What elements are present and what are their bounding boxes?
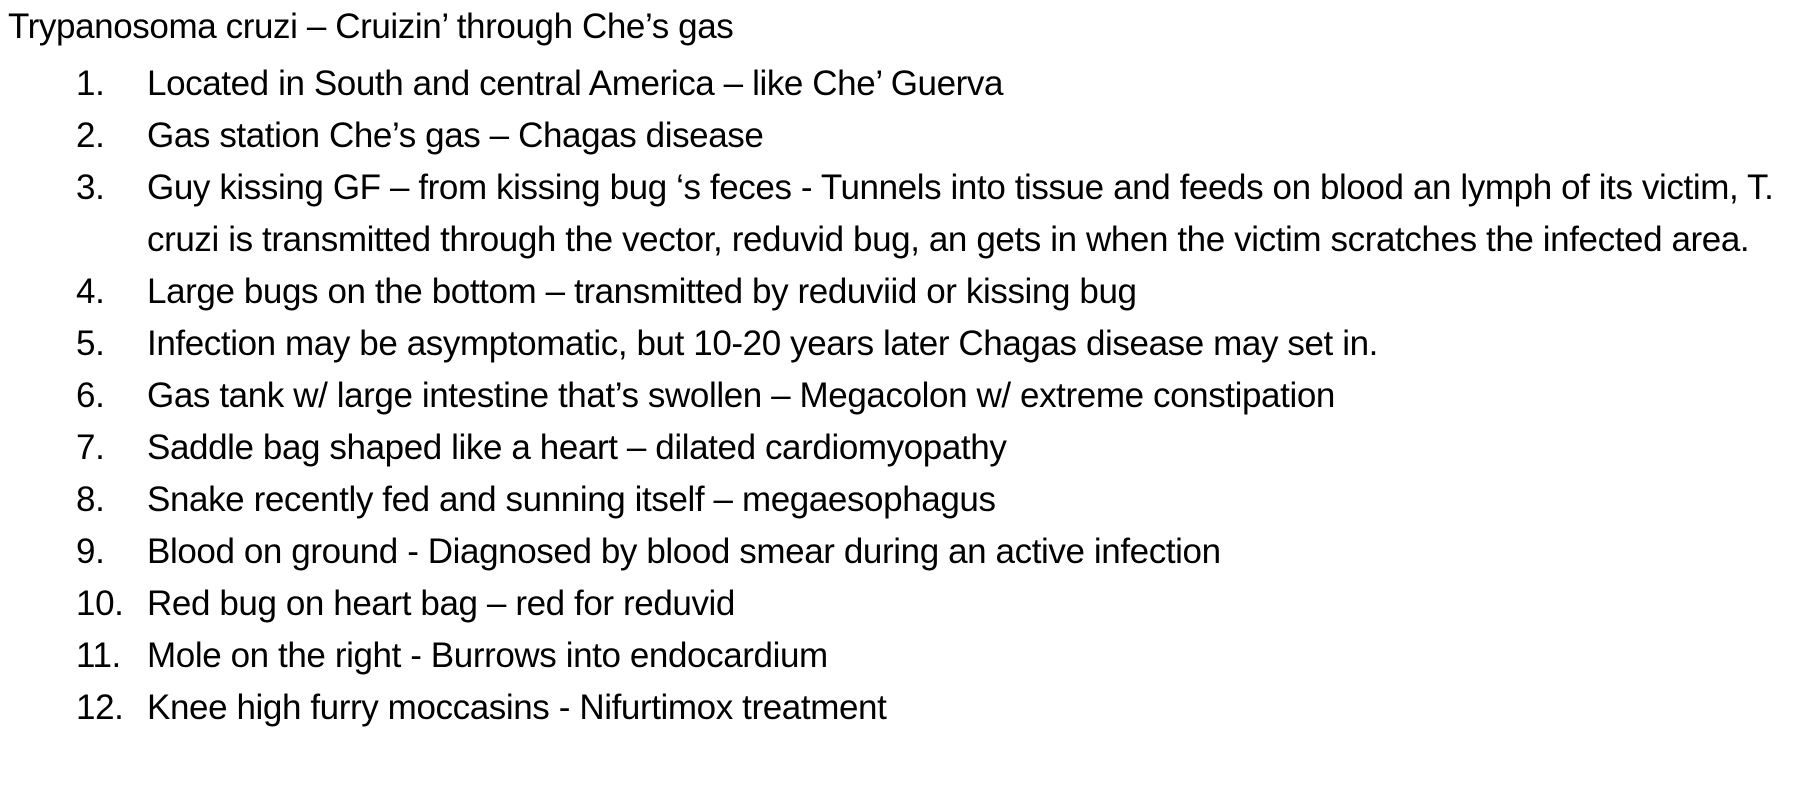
list-item-number: 4. [76, 272, 105, 311]
list-item-text: Red bug on heart bag – red for reduvid [147, 584, 735, 623]
list-item-text: Located in South and central America – like Che’ Guerva [147, 64, 1004, 103]
list-item [8, 266, 1792, 318]
list-item-number: 5. [76, 324, 105, 363]
document-title: Trypanosoma cruzi – Cruizin’ through Che’s gas [8, 7, 734, 46]
list-item-number: 1. [76, 64, 105, 103]
list-item-number: 7. [76, 428, 105, 467]
list-item [8, 370, 1792, 422]
list-item-text: Infection may be asymptomatic, but 10-20 years later Chagas disease may set in. [147, 324, 1378, 363]
list-item-number: 9. [76, 532, 105, 571]
list-item [8, 630, 1792, 682]
list-item [8, 318, 1792, 370]
numbered-list [8, 58, 1792, 734]
list-item-number: 12. [76, 688, 124, 727]
list-item-number: 10. [76, 584, 124, 623]
list-item [8, 526, 1792, 578]
list-item-number: 2. [76, 116, 105, 155]
list-item [8, 110, 1792, 162]
list-item [8, 474, 1792, 526]
list-item-text: Mole on the right - Burrows into endocardium [147, 636, 828, 675]
list-item [8, 162, 1792, 266]
list-item [8, 422, 1792, 474]
list-item-text: Gas tank w/ large intestine that’s swollen – Megacolon w/ extreme constipation [147, 376, 1335, 415]
list-item-text: Snake recently fed and sunning itself – megaesophagus [147, 480, 996, 519]
list-item-number: 8. [76, 480, 105, 519]
list-item-text: Guy kissing GF – from kissing bug ‘s feces - Tunnels into tissue and feeds on blood an lymph of its victim, T. cruzi is transmitted through the vector, reduvid bug, an gets in when the victim scratches the infected area. [147, 168, 1774, 259]
list-item-text: Large bugs on the bottom – transmitted by reduviid or kissing bug [147, 272, 1137, 311]
list-item [8, 578, 1792, 630]
document-page [8, 6, 1792, 734]
list-item-number: 11. [76, 636, 121, 675]
list-item-text: Knee high furry moccasins - Nifurtimox treatment [147, 688, 887, 727]
list-item-number: 3. [76, 168, 105, 207]
list-item-text: Blood on ground - Diagnosed by blood smear during an active infection [147, 532, 1221, 571]
list-item [8, 58, 1792, 110]
list-item-text: Saddle bag shaped like a heart – dilated cardiomyopathy [147, 428, 1007, 467]
list-item-number: 6. [76, 376, 105, 415]
list-item [8, 682, 1792, 734]
list-item-text: Gas station Che’s gas – Chagas disease [147, 116, 764, 155]
